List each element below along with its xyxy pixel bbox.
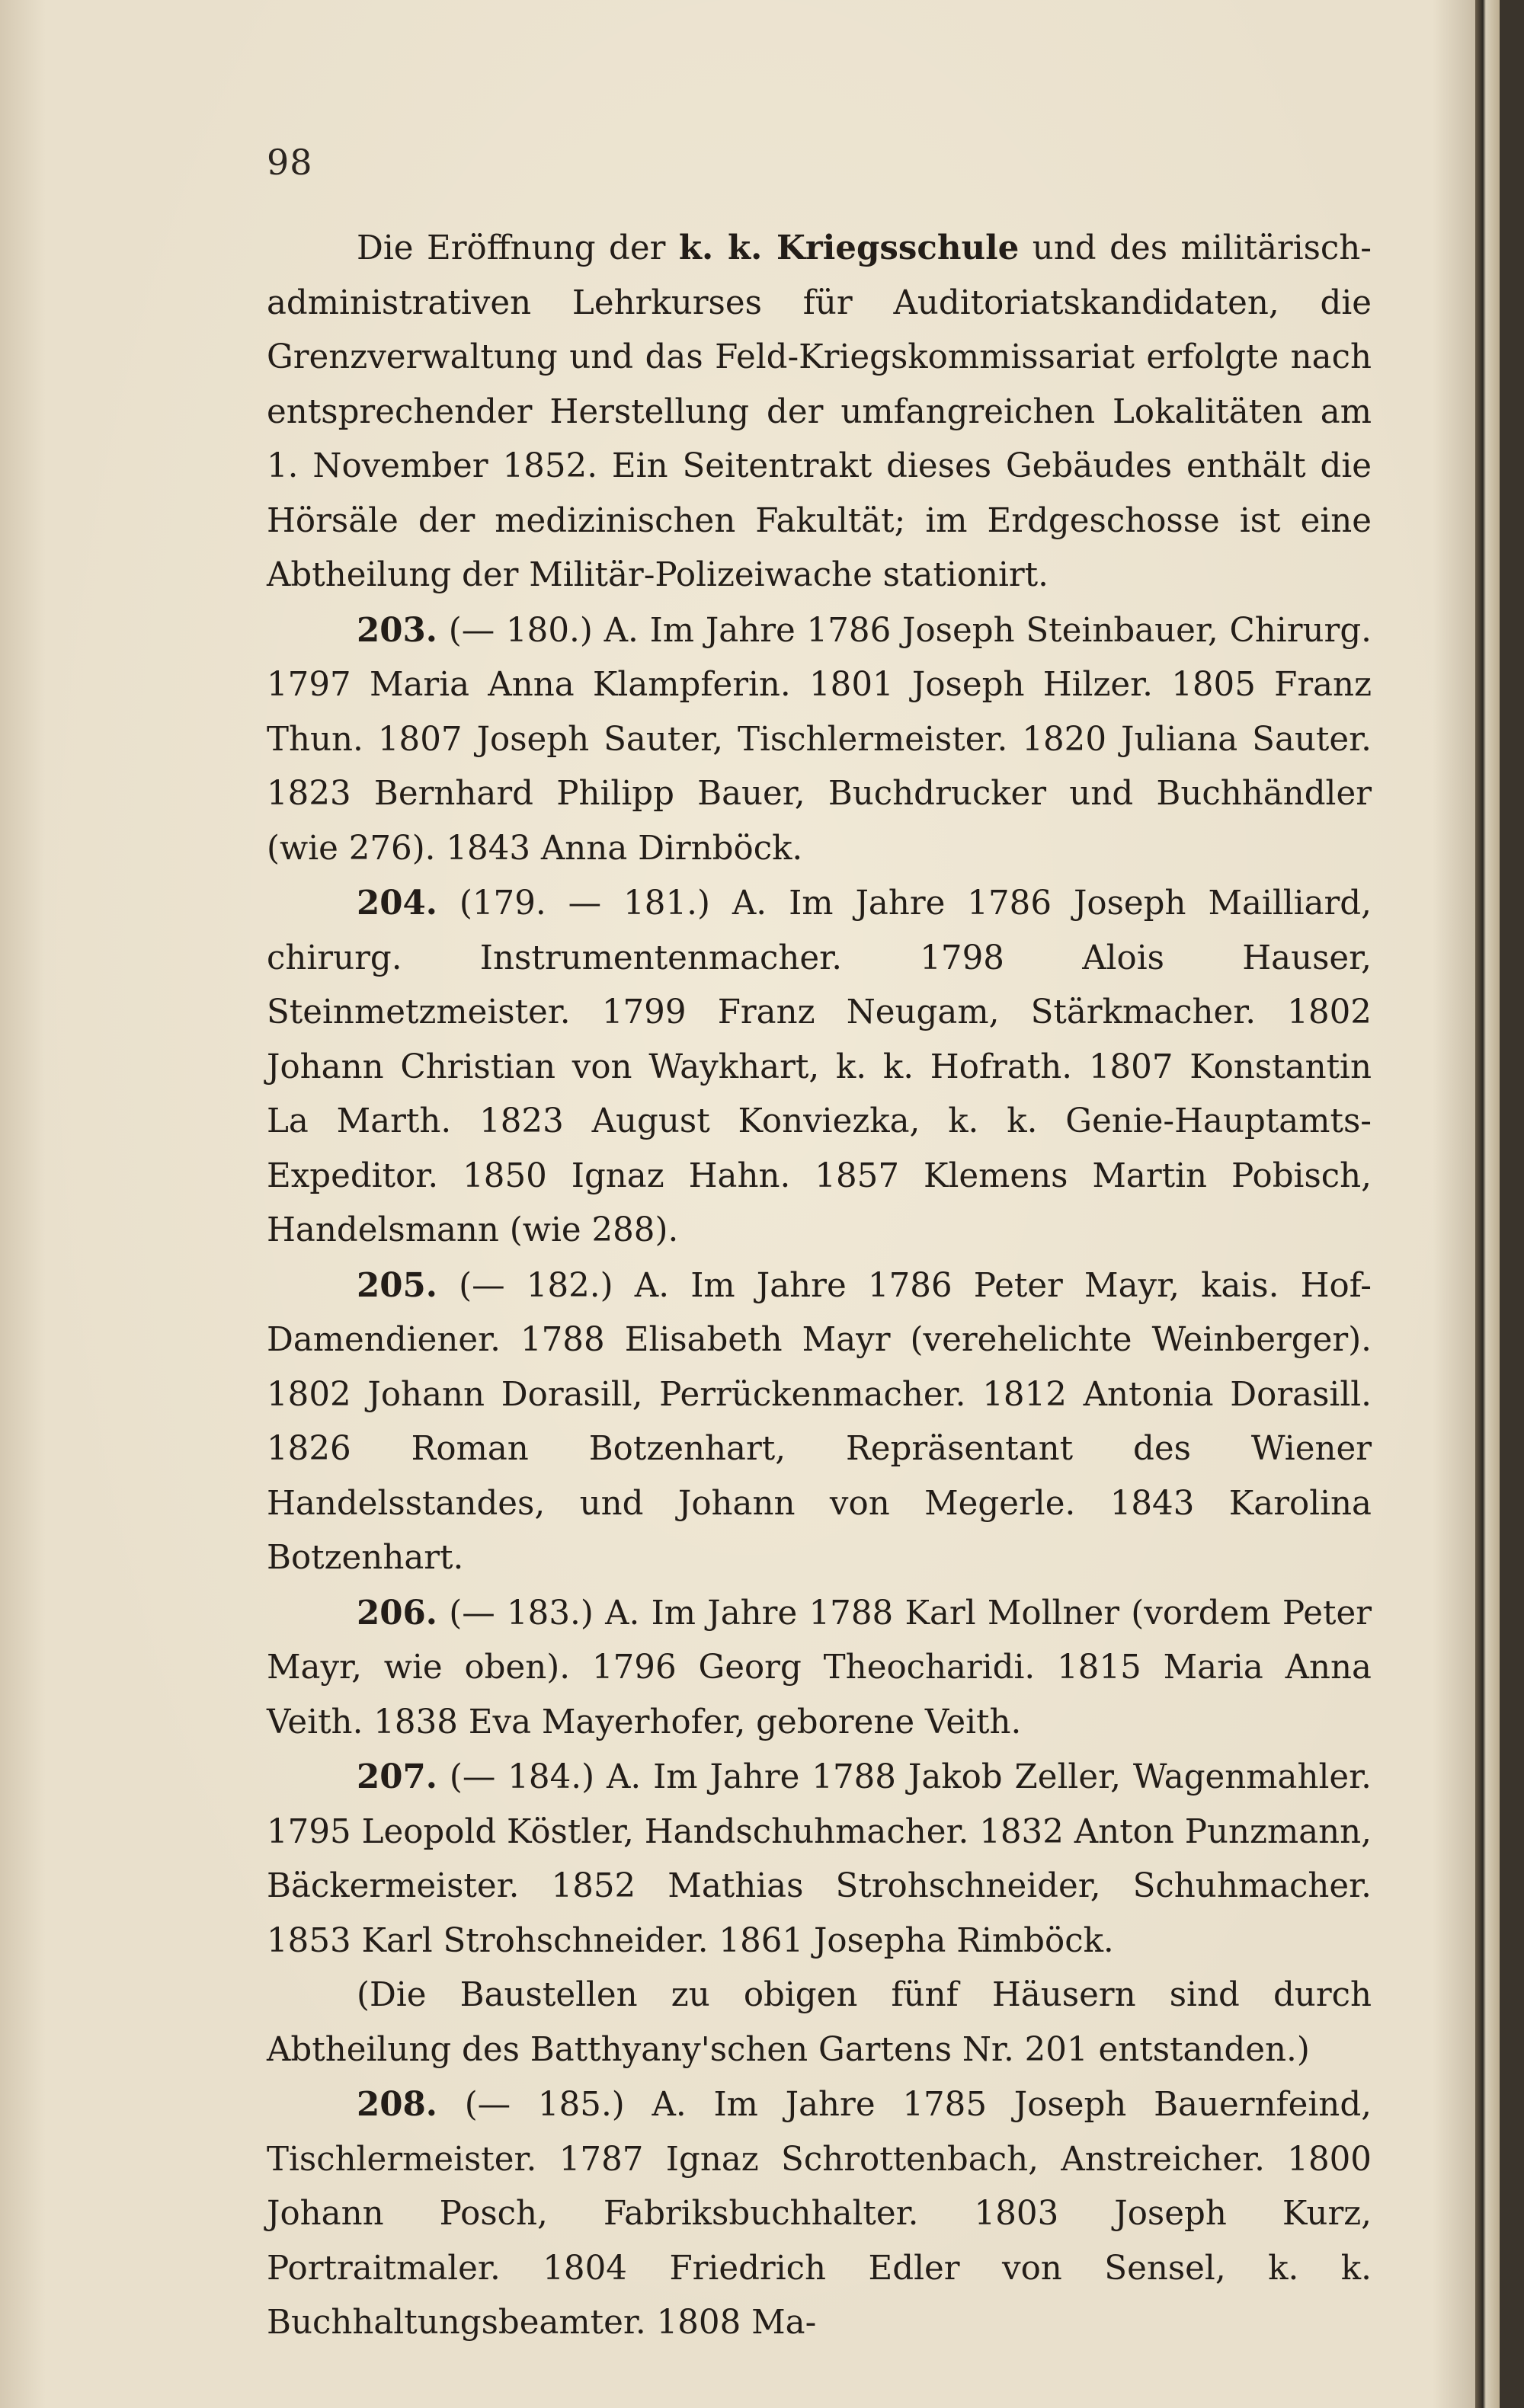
page-text: [267, 221, 1372, 2351]
entry-paragraph: [267, 1258, 1372, 1586]
entry-paragraph: [267, 876, 1372, 1258]
page-edge: [1475, 0, 1500, 2408]
intro-text-end: und des militärisch-administrativen Lehrkurses für Auditoriatskandidaten, die Grenzverwaltung und das Feld-Kriegskommissariat erfolgte nach entsprechender Herstellung der umfangreichen Lokalitäten am 1. November 1852. Ein Seitentrakt dieses Gebäudes enthält die Hörsäle der medizinischen Fakultät; im Erdgeschosse ist eine Abtheilung der Militär-Polizeiwache stationirt.: [267, 229, 1372, 594]
entry-text: (179. — 181.) A. Im Jahre 1786 Joseph Mailliard, chirurg. Instrumentenmacher. 1798 Alois Hauser, Steinmetzmeister. 1799 Franz Neugam, Stärkmacher. 1802 Johann Christian von Waykhart, k. k. Hofrath. 1807 Konstantin La Marth. 1823 August Konviezka, k. k. Genie-Hauptamts-Expeditor. 1850 Ignaz Hahn. 1857 Klemens Martin Pobisch, Handelsmann (wie 288).: [267, 884, 1372, 1249]
entry-paragraph: [267, 2077, 1372, 2351]
intro-paragraph: [267, 221, 1372, 603]
entry-text: (— 183.) A. Im Jahre 1788 Karl Mollner (vordem Peter Mayr, wie oben). 1796 Georg Theocharidi. 1815 Maria Anna Veith. 1838 Eva Mayerhofer, geborene Veith.: [267, 1594, 1372, 1741]
entry-number: 206.: [357, 1593, 437, 1633]
entry-paragraph: [267, 1750, 1372, 1968]
entry-number: 207.: [357, 1757, 437, 1796]
intro-bold-term: k. k. Kriegsschule: [678, 229, 1020, 267]
page-number: 98: [267, 142, 313, 183]
entry-number: 205.: [357, 1265, 437, 1305]
note-paragraph: (Die Baustellen zu obigen fünf Häusern sind durch Abtheilung des Batthyany'schen Gartens Nr. 201 entstanden.): [267, 1976, 1372, 2069]
entry-paragraph: [267, 1586, 1372, 1751]
entry-number: 203.: [357, 610, 437, 650]
entry-number: 208.: [357, 2085, 437, 2124]
entry-text: (— 182.) A. Im Jahre 1786 Peter Mayr, kais. Hof-Damendiener. 1788 Elisabeth Mayr (verehelichte Weinberger). 1802 Johann Dorasill, Perrückenmacher. 1812 Antonia Dorasill. 1826 Roman Botzenhart, Repräsentant des Wiener Handelsstandes, und Johann von Megerle. 1843 Karolina Botzenhart.: [267, 1266, 1372, 1577]
intro-text-start: Die Eröffnung der: [357, 229, 679, 267]
entry-text: (— 180.) A. Im Jahre 1786 Joseph Steinbauer, Chirurg. 1797 Maria Anna Klampferin. 1801 Joseph Hilzer. 1805 Franz Thun. 1807 Joseph Sauter, Tischlermeister. 1820 Juliana Sauter. 1823 Bernhard Philipp Bauer, Buchdrucker und Buchhändler (wie 276). 1843 Anna Dirnböck.: [267, 611, 1372, 868]
entry-text: (— 184.) A. Im Jahre 1788 Jakob Zeller, Wagenmahler. 1795 Leopold Köstler, Handschuhmacher. 1832 Anton Punzmann, Bäckermeister. 1852 Mathias Strohschneider, Schuhmacher. 1853 Karl Strohschneider. 1861 Josepha Rimböck.: [267, 1758, 1372, 1960]
entry-number: 204.: [357, 884, 437, 923]
entry-text: (— 185.) A. Im Jahre 1785 Joseph Bauernfeind, Tischlermeister. 1787 Ignaz Schrottenbach, Anstreicher. 1800 Johann Posch, Fabriksbuchhalter. 1803 Joseph Kurz, Portraitmaler. 1804 Friedrich Edler von Sensel, k. k. Buchhaltungsbeamter. 1808 Ma-: [267, 2086, 1372, 2342]
entry-paragraph: [267, 603, 1372, 877]
